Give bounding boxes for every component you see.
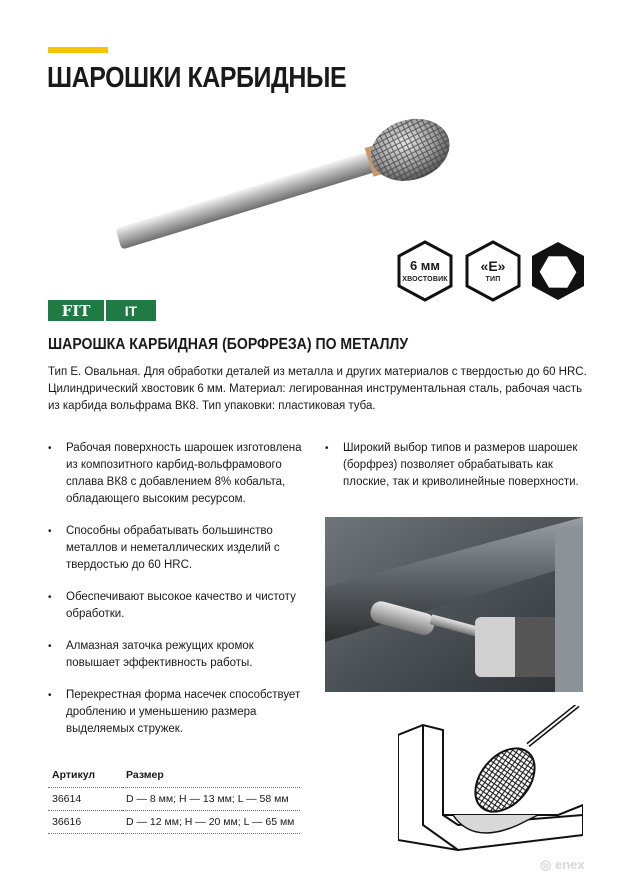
bullet-icon: • [48, 526, 52, 537]
features-list-left [48, 440, 303, 753]
table-row [48, 811, 300, 834]
type-value: «Е» [480, 258, 506, 274]
title-accent-bar [48, 47, 108, 53]
bullet-icon: • [48, 592, 52, 603]
list-item: • Обеспечивают высокое качество и чистоту обработки. [48, 591, 296, 620]
bullet-icon: • [48, 443, 52, 454]
table-header-row [48, 765, 300, 788]
article-cell: 36614 [48, 788, 122, 811]
list-item: • Широкий выбор типов и размеров шарошек (борфрез) позволяет обрабатывать как плоские, так и криволинейные поверхности. [325, 442, 579, 488]
fit-logo: FIT [48, 300, 104, 321]
brand-logo [48, 300, 156, 321]
list-item: • Рабочая поверхность шарошек изготовлена из композитного карбид-вольфрамового сплава ВК8 с добавлением 8% кобальта, обладающего высоким ресурсом. [48, 442, 302, 505]
product-heading: ШАРОШКА КАРБИДНАЯ (БОРФРЕЗА) ПО МЕТАЛЛУ [48, 336, 409, 353]
features-list-right [325, 440, 587, 506]
hex-nut-icon [528, 240, 588, 302]
spec-table [48, 765, 300, 834]
column-header-size: Размер [122, 765, 300, 788]
usage-diagram [398, 705, 583, 855]
shank-badge [395, 240, 455, 302]
bullet-icon: • [48, 690, 52, 701]
list-item: • Алмазная заточка режущих кромок повышает эффективность работы. [48, 640, 254, 669]
type-badge [463, 240, 523, 302]
bullet-icon: • [325, 443, 329, 454]
article-cell: 36616 [48, 811, 122, 834]
bullet-icon: • [48, 641, 52, 652]
watermark: ◎ enex [540, 857, 585, 872]
type-label: ТИП [485, 276, 501, 283]
table-row [48, 788, 300, 811]
brand-tag: IT [106, 300, 156, 321]
product-description: Тип Е. Овальная. Для обработки деталей из металла и других материалов с твердостью до 60 HRC. Цилиндрический хвостовик 6 мм. Материал: легированная инструментальная сталь, рабочая часть из карбида вольфрама ВК8. Тип упаковки: пластиковая туба. [48, 366, 587, 412]
column-header-article: Артикул [48, 765, 122, 788]
size-cell: D — 8 мм; H — 13 мм; L — 58 мм [122, 788, 300, 811]
usage-photo [325, 517, 583, 692]
carbide-burr-image [110, 115, 460, 255]
shank-size: 6 мм [409, 258, 441, 273]
page-title: ШАРОШКИ КАРБИДНЫЕ [47, 62, 347, 94]
list-item: • Способны обрабатывать большинство металлов и неметаллических изделий с твердостью до 60 HRC. [48, 525, 280, 571]
size-cell: D — 12 мм; H — 20 мм; L — 65 мм [122, 811, 300, 834]
list-item: • Перекрестная форма насечек способствует дроблению и уменьшению размера выделяемых стружек. [48, 689, 301, 735]
hex-nut-badge [528, 240, 588, 302]
shank-label: ХВОСТОВИК [402, 276, 448, 283]
